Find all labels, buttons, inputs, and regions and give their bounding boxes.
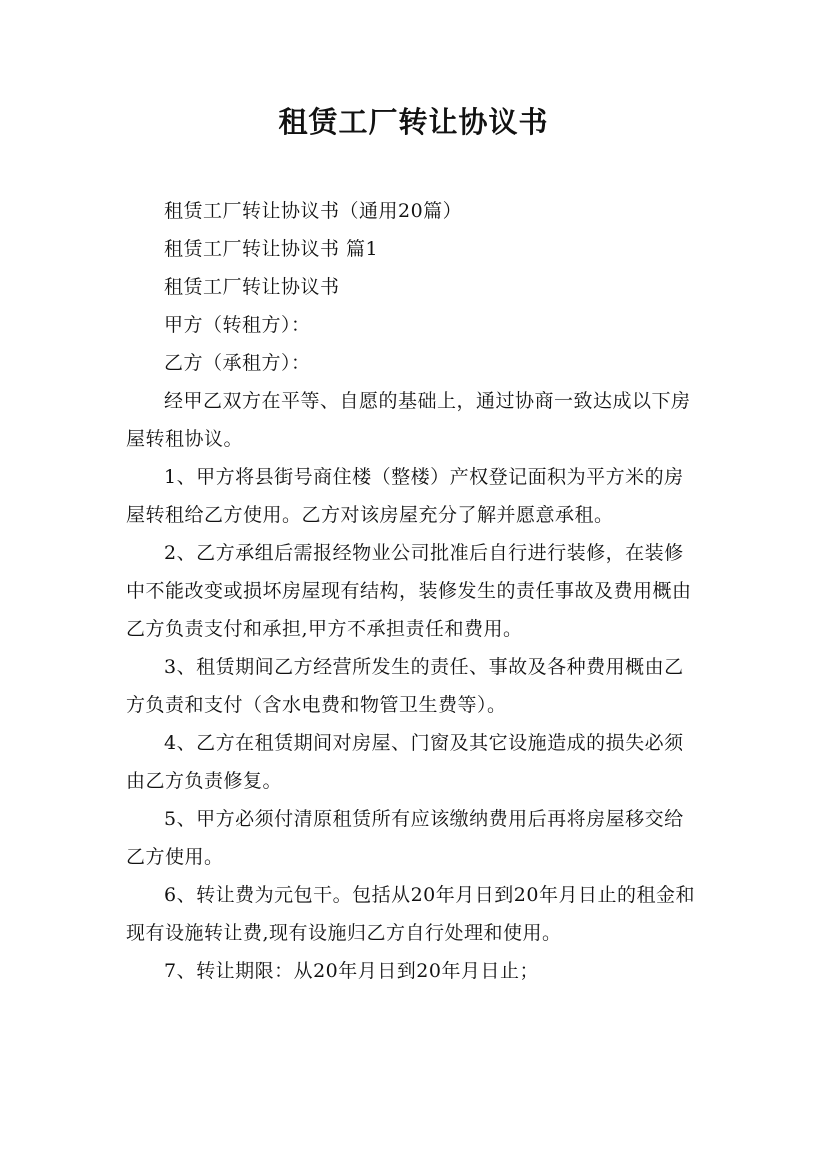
- paragraph: 3、租赁期间乙方经营所发生的责任、事故及各种费用概由乙方负责和支付（含水电费和物管卫生费等）。: [126, 656, 684, 716]
- paragraph: 7、转让期限：从20年月日到20年月日止；: [164, 960, 539, 982]
- document-body: [126, 192, 702, 990]
- paragraph: 经甲乙双方在平等、自愿的基础上，通过协商一致达成以下房屋转租协议。: [126, 390, 691, 450]
- paragraph: 租赁工厂转让协议书: [164, 276, 340, 298]
- document-title: 租赁工厂转让协议书: [278, 105, 549, 139]
- paragraph: 6、转让费为元包干。包括从20年月日到20年月日止的租金和现有设施转让费,现有设施归乙方自行处理和使用。: [126, 884, 695, 944]
- paragraph: 1、甲方将县街号商住楼（整楼）产权登记面积为平方米的房屋转租给乙方使用。乙方对该房屋充分了解并愿意承租。: [126, 466, 684, 526]
- paragraph: 5、甲方必须付清原租赁所有应该缴纳费用后再将房屋移交给乙方使用。: [126, 808, 684, 868]
- paragraph: 租赁工厂转让协议书 篇1: [164, 238, 379, 260]
- paragraph: 4、乙方在租赁期间对房屋、门窗及其它设施造成的损失必须由乙方负责修复。: [126, 732, 684, 792]
- paragraph: 租赁工厂转让协议书（通用20篇）: [164, 200, 463, 222]
- paragraph: 甲方（转租方）：: [164, 314, 311, 336]
- paragraph: 乙方（承租方）：: [164, 352, 311, 374]
- paragraph: 2、乙方承组后需报经物业公司批准后自行进行装修，在装修中不能改变或损坏房屋现有结构，装修发生的责任事故及费用概由乙方负责支付和承担,甲方不承担责任和费用。: [126, 542, 692, 640]
